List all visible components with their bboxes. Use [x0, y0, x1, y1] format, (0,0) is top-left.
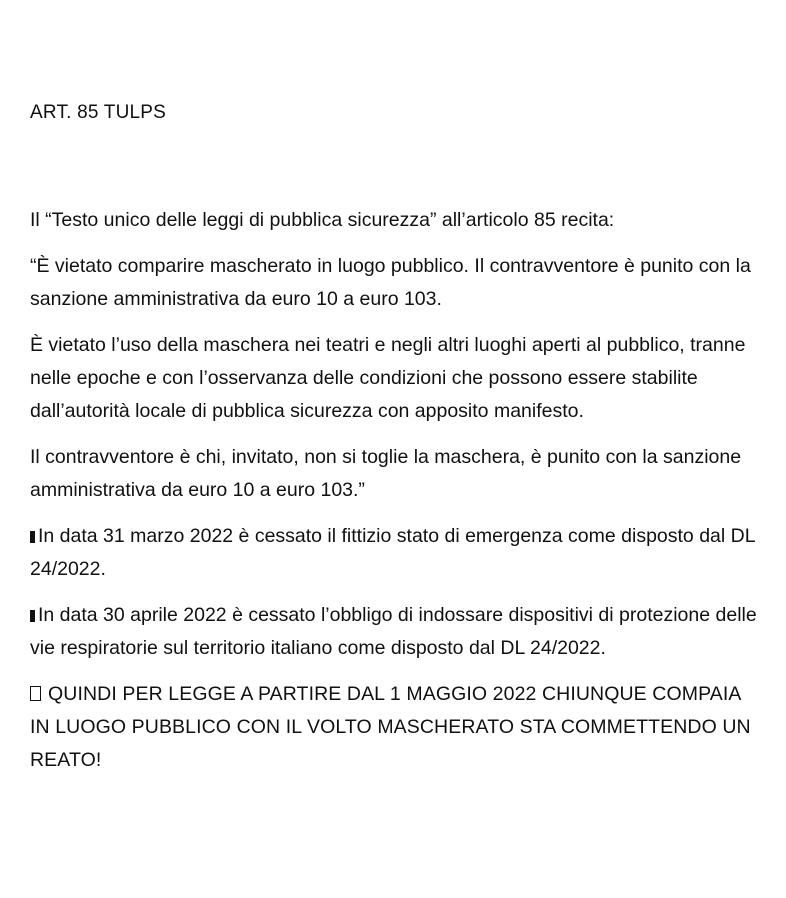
conclusion-paragraph [30, 678, 765, 777]
missing-glyph-icon [30, 686, 41, 701]
quote-paragraph-2: È vietato l’uso della maschera nei teatri e negli altri luoghi aperti al pubblico, tranne nelle epoche e con l’osservanza delle condizioni che possono essere stabilite dall’autorità locale di pubblica sicurezza con apposito manifesto. [30, 334, 746, 422]
quote-paragraph-1: “È vietato comparire mascherato in luogo pubblico. Il contravventore è punito con la sanzione amministrativa da euro 10 a euro 103. [30, 255, 751, 310]
quote-paragraph-3: Il contravventore è chi, invitato, non si toglie la maschera, è punito con la sanzione amministrativa da euro 10 a euro 103.” [30, 446, 742, 501]
document-body [30, 204, 765, 790]
bullet-item-2 [30, 599, 765, 665]
document-heading: ART. 85 TULPS [30, 102, 167, 123]
bullet-text-1: In data 31 marzo 2022 è cessato il fittizio stato di emergenza come disposto dal DL 24/2022. [30, 525, 755, 580]
intro-paragraph: Il “Testo unico delle leggi di pubblica sicurezza” all’articolo 85 recita: [30, 209, 615, 231]
square-bullet-icon [30, 610, 35, 622]
bullet-item-1 [30, 520, 765, 586]
bullet-text-2: In data 30 aprile 2022 è cessato l’obbligo di indossare dispositivi di protezione delle vie respiratorie sul territorio italiano come disposto dal DL 24/2022. [30, 604, 757, 659]
conclusion-text: QUINDI PER LEGGE A PARTIRE DAL 1 MAGGIO 2022 CHIUNQUE COMPAIA IN LUOGO PUBBLICO CON IL VOLTO MASCHERATO STA COMMETTENDO UN REATO! [30, 683, 751, 771]
square-bullet-icon [30, 531, 35, 543]
